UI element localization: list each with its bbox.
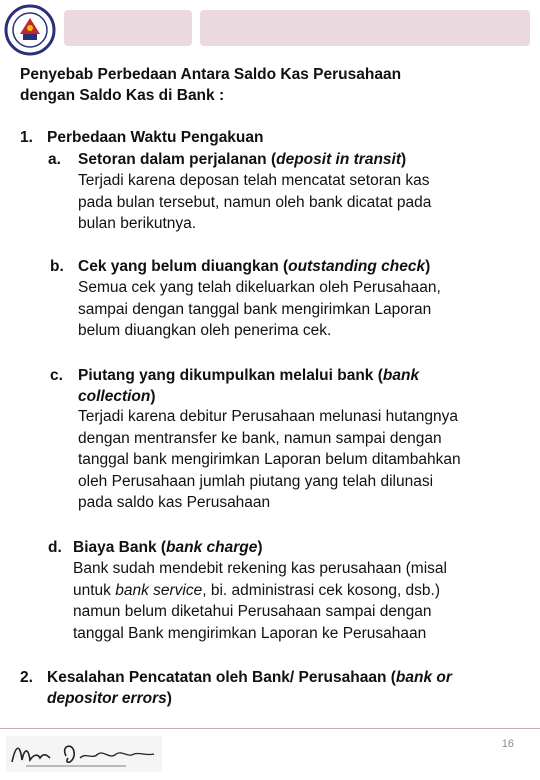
sub-c-line: Terjadi karena debitur Perusahaan melunasi hutangnya — [78, 408, 458, 425]
sub-d-letter: d. — [48, 539, 62, 556]
sub-a-line: bulan berikutnya. — [78, 215, 197, 233]
sub-a-line: Terjadi karena deposan telah mencatat setoran kas — [78, 172, 430, 189]
sub-c-line: tanggal bank mengirimkan Laporan belum ditambahkan — [78, 451, 461, 469]
sub-a-head-text: Setoran dalam perjalanan ( — [78, 151, 277, 168]
sub-c-body — [78, 406, 461, 514]
item-2-head-em-2: depositor errors — [47, 690, 167, 707]
sub-b-head-end: ) — [425, 258, 431, 275]
item-2-head-end: ) — [166, 690, 172, 707]
footer-divider — [0, 728, 540, 729]
sub-b-head-text: Cek yang belum diuangkan ( — [78, 258, 289, 275]
page-number: 16 — [501, 738, 514, 750]
item-2-number: 2. — [20, 669, 33, 686]
sub-d-line — [73, 580, 447, 602]
item-1-heading: Perbedaan Waktu Pengakuan — [47, 129, 264, 146]
sub-c-head-em: bank — [382, 367, 420, 384]
sub-d-line2-end: , bi. administrasi cek kosong, dsb.) — [202, 581, 441, 599]
sub-d-heading — [73, 537, 263, 558]
sub-a-heading — [78, 149, 406, 170]
sub-c-head-em-2: collection — [78, 388, 151, 405]
sub-d-head-end: ) — [257, 539, 263, 556]
sub-c-head-end: ) — [150, 388, 156, 405]
sub-c-head-text: Piutang yang dikumpulkan melalui bank ( — [78, 367, 383, 384]
university-logo-icon — [4, 4, 56, 56]
sub-c-line: dengan mentransfer ke bank, namun sampai dengan — [78, 429, 442, 447]
sub-d-line2-text: untuk — [73, 581, 116, 599]
item-1-number: 1. — [20, 129, 33, 146]
sub-d-line: Bank sudah mendebit rekening kas perusahaan (misal — [73, 560, 447, 577]
sub-a-head-em: deposit in transit — [276, 151, 401, 168]
sub-a-head-end: ) — [401, 151, 407, 168]
title-line-1: Penyebab Perbedaan Antara Saldo Kas Perusahaan — [20, 66, 402, 83]
sub-b-line: sampai dengan tanggal bank mengirimkan Laporan — [78, 300, 432, 318]
item-2-heading — [47, 667, 452, 709]
title-line-2: dengan Saldo Kas di Bank : — [20, 87, 225, 104]
sub-b-heading — [78, 256, 430, 277]
sub-d-head-em: bank charge — [166, 539, 258, 556]
item-2-head-text: Kesalahan Pencatatan oleh Bank/ Perusahaan ( — [47, 669, 396, 686]
item-2-head-em: bank or — [395, 669, 452, 686]
sub-d-body — [73, 558, 447, 644]
sub-c-letter: c. — [50, 367, 63, 384]
sub-a-line: pada bulan tersebut, namun oleh bank dicatat pada — [78, 193, 432, 211]
sub-d-line: tanggal Bank mengirimkan Laporan ke Perusahaan — [73, 624, 427, 642]
sub-b-line: belum diuangkan oleh penerima cek. — [78, 322, 332, 340]
header-decor-pill-right — [200, 10, 530, 46]
signature-icon — [6, 736, 162, 772]
slide-header — [0, 0, 540, 58]
sub-b-body — [78, 277, 441, 342]
slide-title — [20, 64, 520, 106]
sub-d-line2-em: bank service — [115, 581, 203, 599]
sub-d-line: namun belum diketahui Perusahaan sampai dengan — [73, 603, 432, 621]
sub-a-letter: a. — [48, 151, 61, 168]
sub-c-heading — [78, 365, 419, 407]
sub-b-line: Semua cek yang telah dikeluarkan oleh Perusahaan, — [78, 279, 441, 296]
sub-c-line: pada saldo kas Perusahaan — [78, 494, 271, 512]
sub-d-head-text: Biaya Bank ( — [73, 539, 167, 556]
sub-c-line: oleh Perusahaan jumlah piutang yang telah dilunasi — [78, 472, 434, 490]
sub-a-body — [78, 170, 431, 235]
sub-b-letter: b. — [50, 258, 64, 275]
sub-b-head-em: outstanding check — [288, 258, 426, 275]
header-decor-pill-left — [64, 10, 192, 46]
